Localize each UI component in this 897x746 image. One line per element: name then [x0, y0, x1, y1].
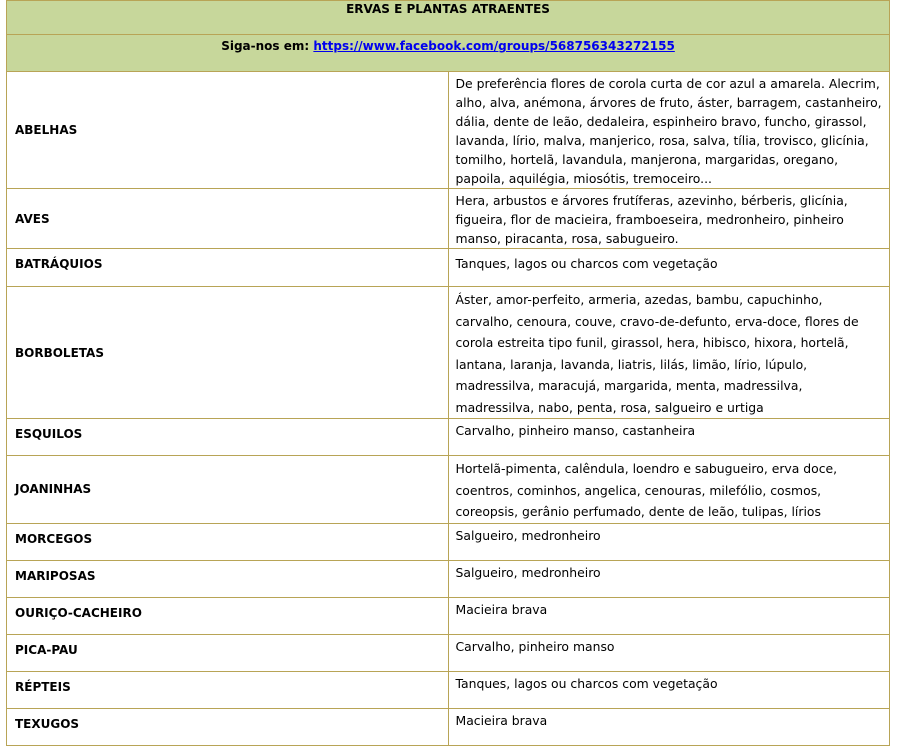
plant-list: Carvalho, pinheiro manso — [448, 634, 890, 671]
table-row — [7, 597, 890, 634]
plant-list: De preferência flores de corola curta de cor azul a amarela. Alecrim, alho, alva, anémona, árvores de fruto, áster, barragem, castanheiro, dália, dente de leão, dedaleira, espinheiro bravo, funcho, girassol, lavanda, lírio, malva, manjerico, rosa, salva, tília, trovisco, glicínia, tomilho, hortelã, lavandula, manjerona, margaridas, oregano, papoila, aquilégia, miosótis, tremoceiro... — [448, 72, 890, 189]
animal-name: BATRÁQUIOS — [7, 249, 449, 287]
plant-list: Tanques, lagos ou charcos com vegetação — [448, 671, 890, 708]
animal-name: RÉPTEIS — [7, 671, 449, 708]
table-row — [7, 708, 890, 745]
follow-label: Siga-nos em: — [221, 39, 310, 53]
table-row — [7, 72, 890, 189]
animal-name: ESQUILOS — [7, 419, 449, 456]
plants-table — [6, 0, 890, 746]
plant-list: Salgueiro, medronheiro — [448, 560, 890, 597]
table-row — [7, 634, 890, 671]
animal-name: TEXUGOS — [7, 708, 449, 745]
plant-list: Tanques, lagos ou charcos com vegetação — [448, 249, 890, 287]
follow-row — [7, 35, 890, 72]
plant-list: Salgueiro, medronheiro — [448, 523, 890, 560]
plant-list: Hortelã-pimenta, calêndula, loendro e sabugueiro, erva doce, coentros, cominhos, angelica, cenouras, milefólio, cosmos, coreopsis, gerânio perfumado, dente de leão, tulipas, lírios — [448, 456, 890, 524]
plant-list: Macieira brava — [448, 708, 890, 745]
animal-name: MARIPOSAS — [7, 560, 449, 597]
table-title: ERVAS E PLANTAS ATRAENTES — [7, 1, 890, 35]
animal-name: JOANINHAS — [7, 456, 449, 524]
animal-name: AVES — [7, 189, 449, 249]
animal-name: PICA-PAU — [7, 634, 449, 671]
table-row — [7, 249, 890, 287]
plant-list: Carvalho, pinheiro manso, castanheira — [448, 419, 890, 456]
table-row — [7, 189, 890, 249]
table-row — [7, 456, 890, 524]
table-row — [7, 560, 890, 597]
plant-list: Macieira brava — [448, 597, 890, 634]
table-row — [7, 671, 890, 708]
table-row — [7, 523, 890, 560]
animal-name: BORBOLETAS — [7, 287, 449, 419]
table-row — [7, 287, 890, 419]
table-row — [7, 419, 890, 456]
facebook-group-link[interactable]: https://www.facebook.com/groups/568756343272155 — [313, 39, 675, 53]
plant-list: Hera, arbustos e árvores frutíferas, azevinho, bérberis, glicínia, figueira, flor de macieira, framboeseira, medronheiro, pinheiro manso, piracanta, rosa, sabugueiro. — [448, 189, 890, 249]
title-row — [7, 1, 890, 35]
animal-name: MORCEGOS — [7, 523, 449, 560]
plant-list: Áster, amor-perfeito, armeria, azedas, bambu, capuchinho, carvalho, cenoura, couve, cravo-de-defunto, erva-doce, flores de corola estreita tipo funil, girassol, hera, hibisco, hixora, hortelã, lantana, laranja, lavanda, liatris, lilás, limão, lírio, lúpulo, madressilva, maracujá, margarida, menta, madressilva, madressilva, nabo, penta, rosa, salgueiro e urtiga — [448, 287, 890, 419]
follow-cell — [7, 35, 890, 72]
animal-name: ABELHAS — [7, 72, 449, 189]
animal-name: OURIÇO-CACHEIRO — [7, 597, 449, 634]
